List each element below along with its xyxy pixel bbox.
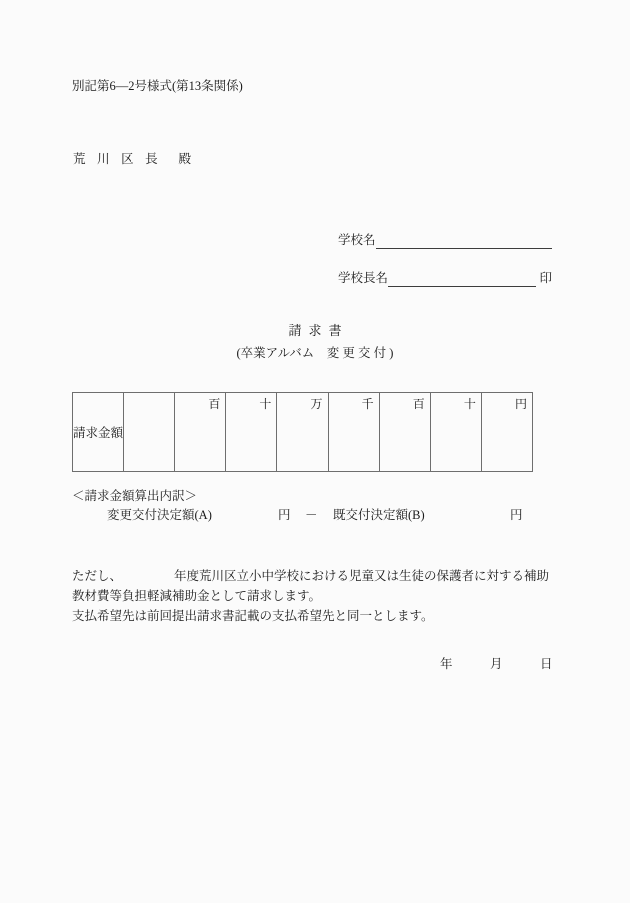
table-row-units — [73, 393, 533, 418]
body-line2: 支払希望先は前回提出請求書記載の支払希望先と同一とします。 — [72, 609, 434, 623]
school-fields-block — [338, 228, 552, 287]
body-line1-prefix: ただし、 — [72, 569, 123, 583]
minus-operator: － — [305, 508, 318, 522]
revised-grant-amount-label: 変更交付決定額(A) — [107, 508, 212, 522]
date-day-label: 日 — [540, 657, 553, 671]
existing-grant-amount-label: 既交付決定額(B) — [333, 508, 425, 522]
unit-header-cell: 十 — [430, 393, 481, 418]
amount-digit-cell[interactable] — [124, 417, 175, 472]
revised-grant-amount-unit: 円 — [278, 508, 291, 522]
breakdown-heading: ＜請求金額算出内訳＞ — [72, 489, 198, 503]
unit-header-cell — [124, 393, 175, 418]
unit-header-cell: 百 — [379, 393, 430, 418]
school-name-input[interactable] — [376, 231, 552, 249]
claim-amount-row-label: 請求金額 — [73, 393, 124, 472]
addressee-label: 荒 川 区 長 殿 — [73, 152, 196, 166]
amount-digit-cell[interactable] — [226, 417, 277, 472]
body-line1-suffix: 年度荒川区立小中学校における児童又は生徒の保護者に対する補助教材費等負担軽減補助金として請求します。 — [72, 569, 550, 603]
amount-digit-cell[interactable] — [481, 417, 532, 472]
form-number-label: 別記第6―2号様式(第13条関係) — [72, 79, 243, 93]
date-line — [440, 658, 553, 671]
unit-header-cell: 万 — [277, 393, 328, 418]
unit-header-cell: 千 — [328, 393, 379, 418]
amount-digit-cell[interactable] — [379, 417, 430, 472]
breakdown-calculation-row — [107, 509, 523, 522]
document-subtitle: (卒業アルバム 変 更 交 付 ) — [236, 346, 394, 360]
principal-name-label: 学校長名 — [338, 270, 389, 285]
seal-stamp-icon: 印 — [539, 270, 552, 285]
table-row-entry — [73, 417, 533, 472]
unit-header-cell: 円 — [481, 393, 532, 418]
claim-amount-table — [72, 392, 533, 472]
amount-digit-cell[interactable] — [277, 417, 328, 472]
amount-digit-cell[interactable] — [175, 417, 226, 472]
amount-digit-cell[interactable] — [430, 417, 481, 472]
date-month-label: 月 — [490, 657, 503, 671]
unit-header-cell: 十 — [226, 393, 277, 418]
document-title: 請求書 — [288, 323, 349, 338]
principal-name-field-row — [338, 266, 552, 287]
unit-header-cell: 百 — [175, 393, 226, 418]
body-paragraph — [72, 566, 558, 626]
date-year-label: 年 — [440, 657, 453, 671]
principal-name-input[interactable] — [388, 269, 536, 287]
amount-digit-cell[interactable] — [328, 417, 379, 472]
existing-grant-amount-unit: 円 — [510, 508, 523, 522]
school-name-label: 学校名 — [338, 232, 376, 247]
school-name-field-row — [338, 228, 552, 249]
